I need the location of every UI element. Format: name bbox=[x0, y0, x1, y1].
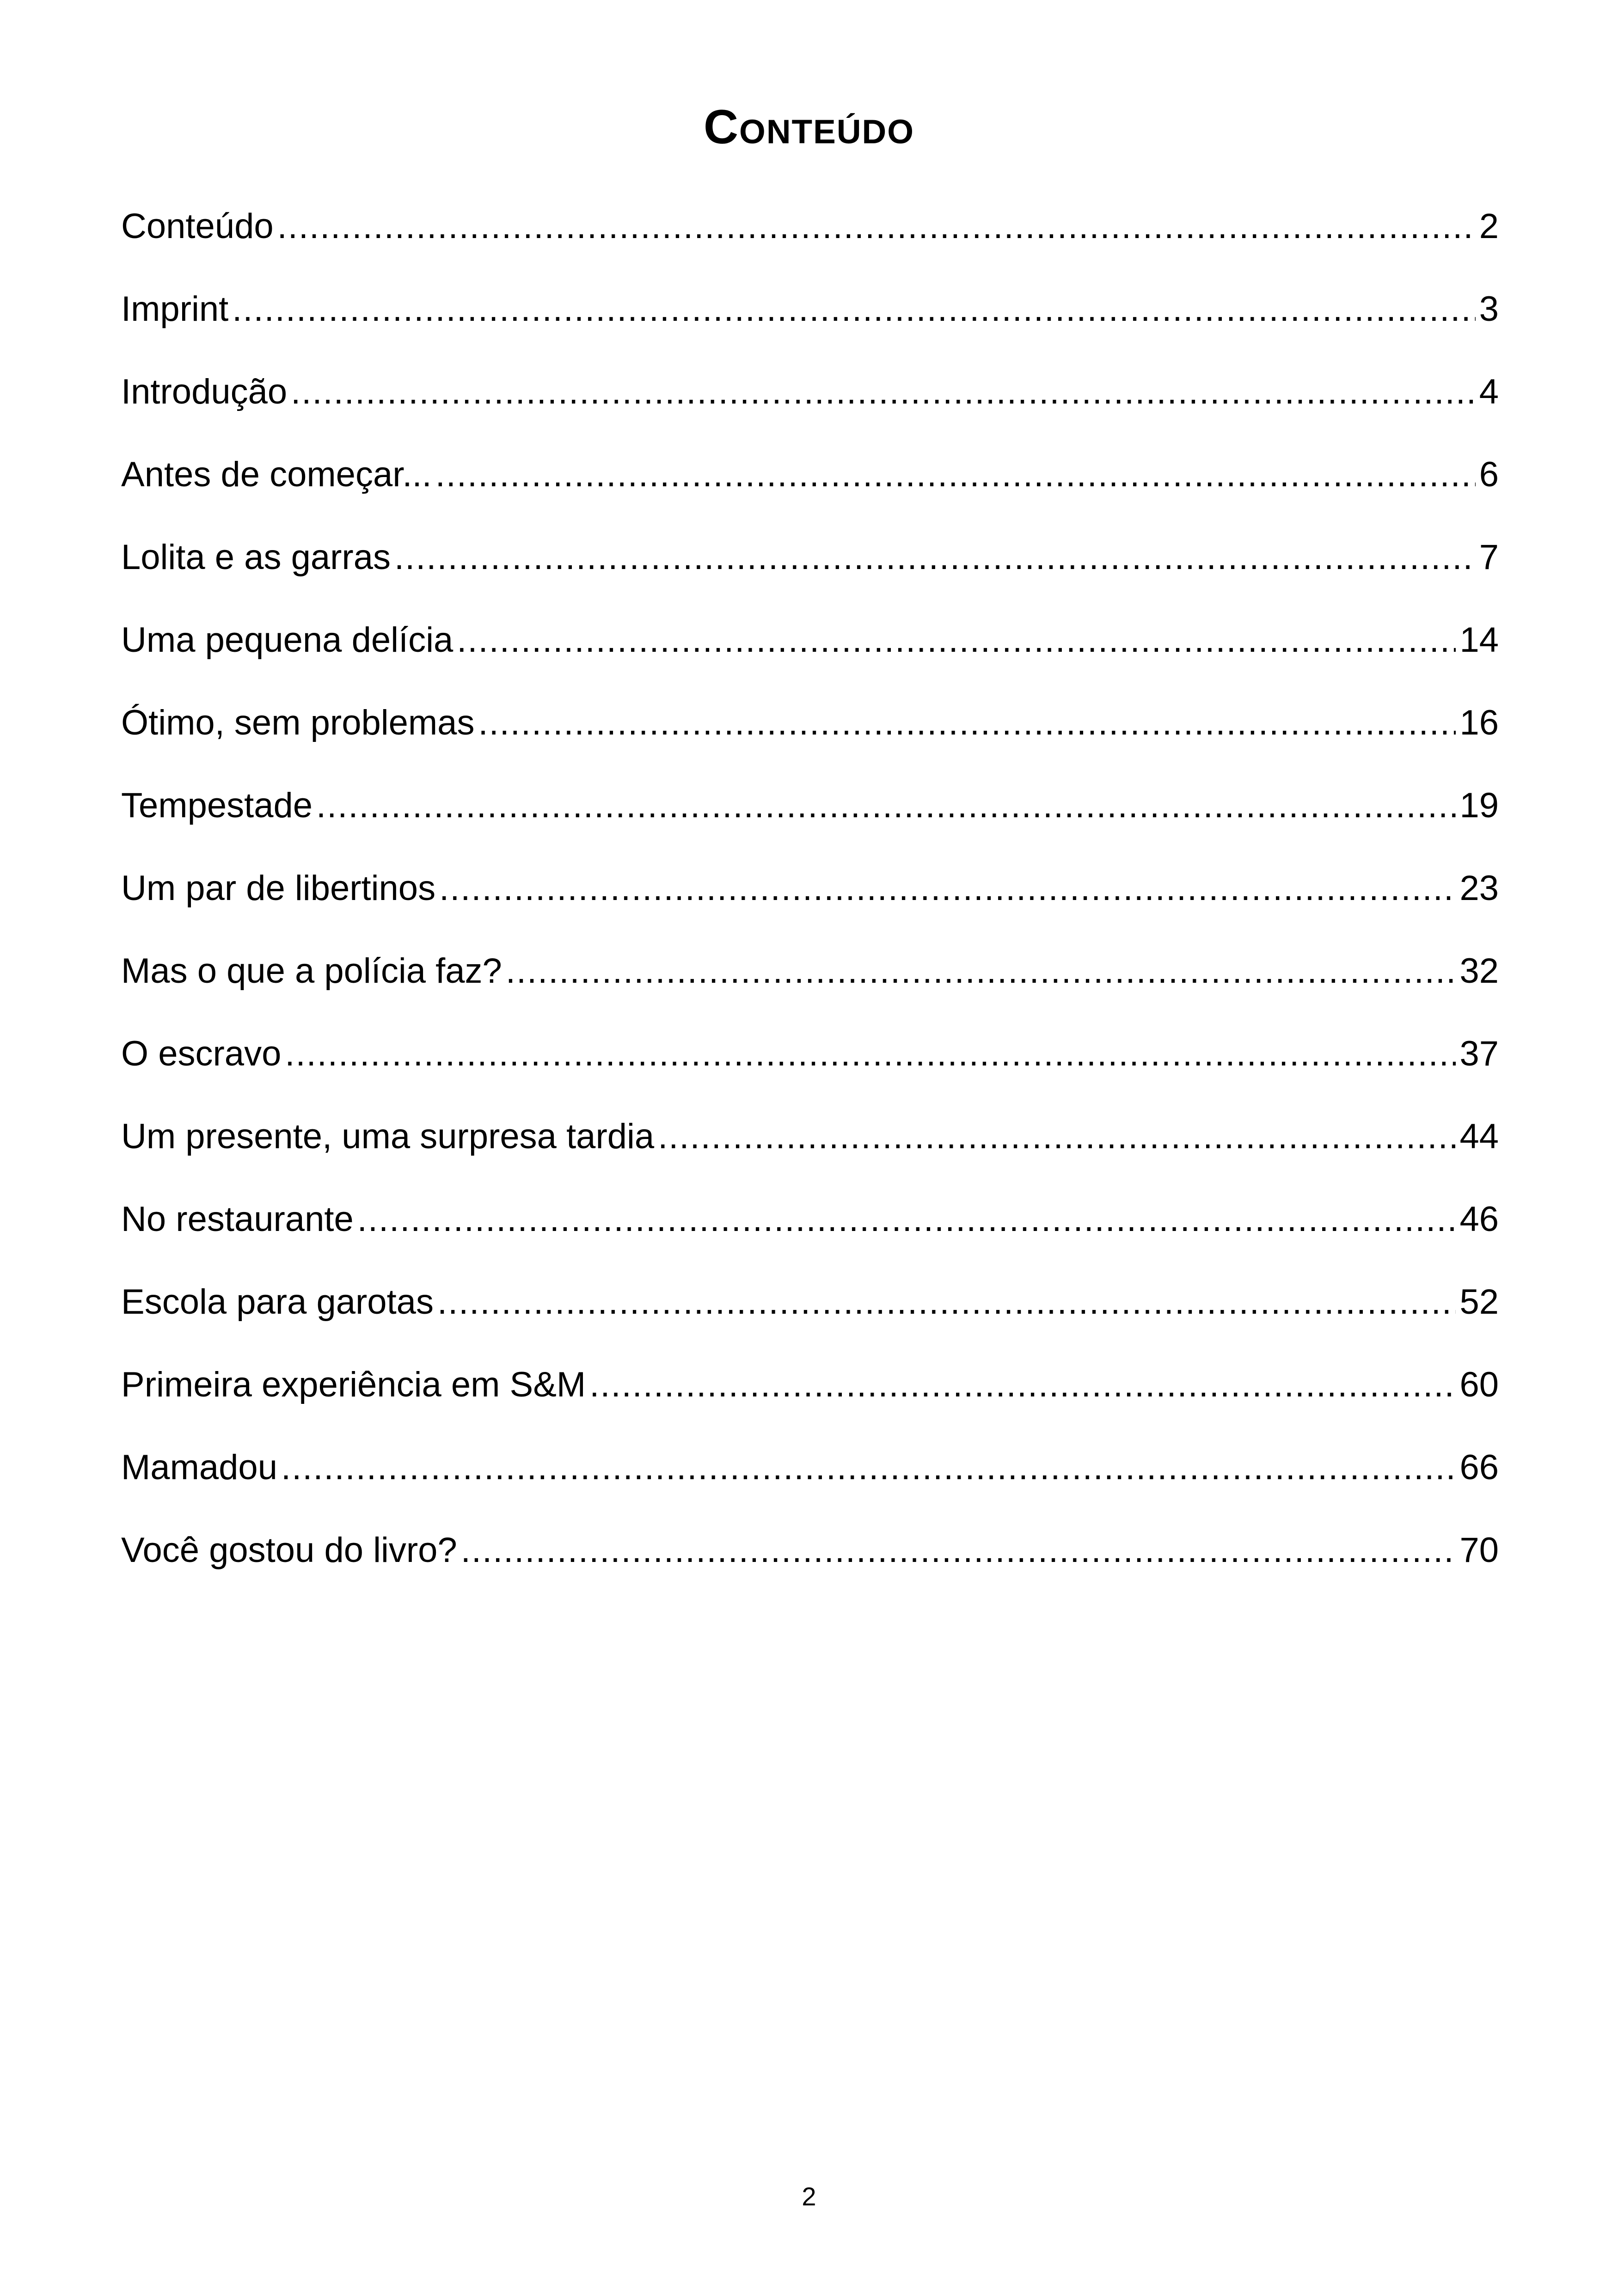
toc-entry-label: Antes de começar... bbox=[121, 455, 432, 494]
toc-leader-dots bbox=[291, 364, 1476, 420]
toc-entry-page: 44 bbox=[1459, 1117, 1499, 1156]
table-of-contents bbox=[121, 199, 1499, 1605]
toc-entry[interactable] bbox=[121, 282, 1499, 364]
toc-entry-label: Um presente, uma surpresa tardia bbox=[121, 1117, 655, 1156]
toc-entry-page: 2 bbox=[1479, 207, 1499, 246]
toc-entry-page: 46 bbox=[1459, 1200, 1499, 1239]
toc-entry-page: 70 bbox=[1459, 1531, 1499, 1570]
toc-entry-page: 16 bbox=[1459, 703, 1499, 742]
toc-entry[interactable] bbox=[121, 861, 1499, 943]
toc-entry[interactable] bbox=[121, 1109, 1499, 1192]
toc-entry-label: Imprint bbox=[121, 289, 229, 329]
toc-entry-label: Conteúdo bbox=[121, 207, 274, 246]
toc-leader-dots bbox=[506, 943, 1456, 999]
toc-entry-page: 60 bbox=[1459, 1365, 1499, 1404]
toc-leader-dots bbox=[316, 778, 1456, 833]
toc-leader-dots bbox=[478, 695, 1456, 751]
toc-leader-dots bbox=[435, 447, 1476, 502]
toc-entry-page: 37 bbox=[1459, 1034, 1499, 1073]
toc-entry[interactable] bbox=[121, 530, 1499, 612]
toc-entry[interactable] bbox=[121, 695, 1499, 778]
toc-entry-page: 4 bbox=[1479, 372, 1499, 411]
toc-entry-label: Um par de libertinos bbox=[121, 869, 436, 908]
toc-entry-page: 7 bbox=[1479, 538, 1499, 577]
toc-entry-label: Escola para garotas bbox=[121, 1282, 434, 1322]
toc-entry[interactable] bbox=[121, 364, 1499, 447]
toc-leader-dots bbox=[277, 199, 1476, 254]
toc-leader-dots bbox=[281, 1440, 1456, 1495]
toc-leader-dots bbox=[357, 1192, 1456, 1247]
page-number: 2 bbox=[802, 2182, 816, 2211]
toc-entry[interactable] bbox=[121, 199, 1499, 282]
toc-entry-page: 6 bbox=[1479, 455, 1499, 494]
toc-entry[interactable] bbox=[121, 1357, 1499, 1440]
toc-entry-label: Mas o que a polícia faz? bbox=[121, 951, 502, 991]
toc-entry[interactable] bbox=[121, 1440, 1499, 1523]
toc-entry-label: O escravo bbox=[121, 1034, 282, 1073]
toc-entry-page: 14 bbox=[1459, 620, 1499, 660]
toc-leader-dots bbox=[439, 861, 1456, 916]
page-title: Conteúdo bbox=[703, 100, 915, 154]
toc-leader-dots bbox=[437, 1274, 1456, 1330]
toc-leader-dots bbox=[285, 1026, 1456, 1082]
toc-entry[interactable] bbox=[121, 943, 1499, 1026]
toc-entry-label: Ótimo, sem problemas bbox=[121, 703, 475, 742]
toc-entry-label: Introdução bbox=[121, 372, 288, 411]
toc-entry-page: 52 bbox=[1459, 1282, 1499, 1322]
toc-entry-page: 23 bbox=[1459, 869, 1499, 908]
toc-leader-dots bbox=[589, 1357, 1456, 1413]
toc-entry-label: Lolita e as garras bbox=[121, 538, 391, 577]
toc-entry-page: 32 bbox=[1459, 951, 1499, 991]
toc-entry-page: 66 bbox=[1459, 1448, 1499, 1487]
toc-entry[interactable] bbox=[121, 1274, 1499, 1357]
toc-entry-label: Primeira experiência em S&M bbox=[121, 1365, 586, 1404]
toc-entry[interactable] bbox=[121, 1523, 1499, 1605]
toc-entry[interactable] bbox=[121, 1026, 1499, 1109]
toc-leader-dots bbox=[394, 530, 1476, 585]
toc-leader-dots bbox=[457, 612, 1456, 668]
toc-entry-label: Mamadou bbox=[121, 1448, 277, 1487]
toc-leader-dots bbox=[232, 282, 1475, 337]
toc-leader-dots bbox=[658, 1109, 1456, 1164]
toc-leader-dots bbox=[461, 1523, 1456, 1578]
toc-entry-label: No restaurante bbox=[121, 1200, 354, 1239]
toc-entry-page: 19 bbox=[1459, 786, 1499, 825]
toc-entry-label: Uma pequena delícia bbox=[121, 620, 454, 660]
toc-entry[interactable] bbox=[121, 1192, 1499, 1274]
toc-entry[interactable] bbox=[121, 612, 1499, 695]
toc-entry-label: Você gostou do livro? bbox=[121, 1531, 457, 1570]
toc-entry-label: Tempestade bbox=[121, 786, 313, 825]
toc-entry[interactable] bbox=[121, 447, 1499, 530]
toc-entry[interactable] bbox=[121, 778, 1499, 861]
toc-entry-page: 3 bbox=[1479, 289, 1499, 329]
